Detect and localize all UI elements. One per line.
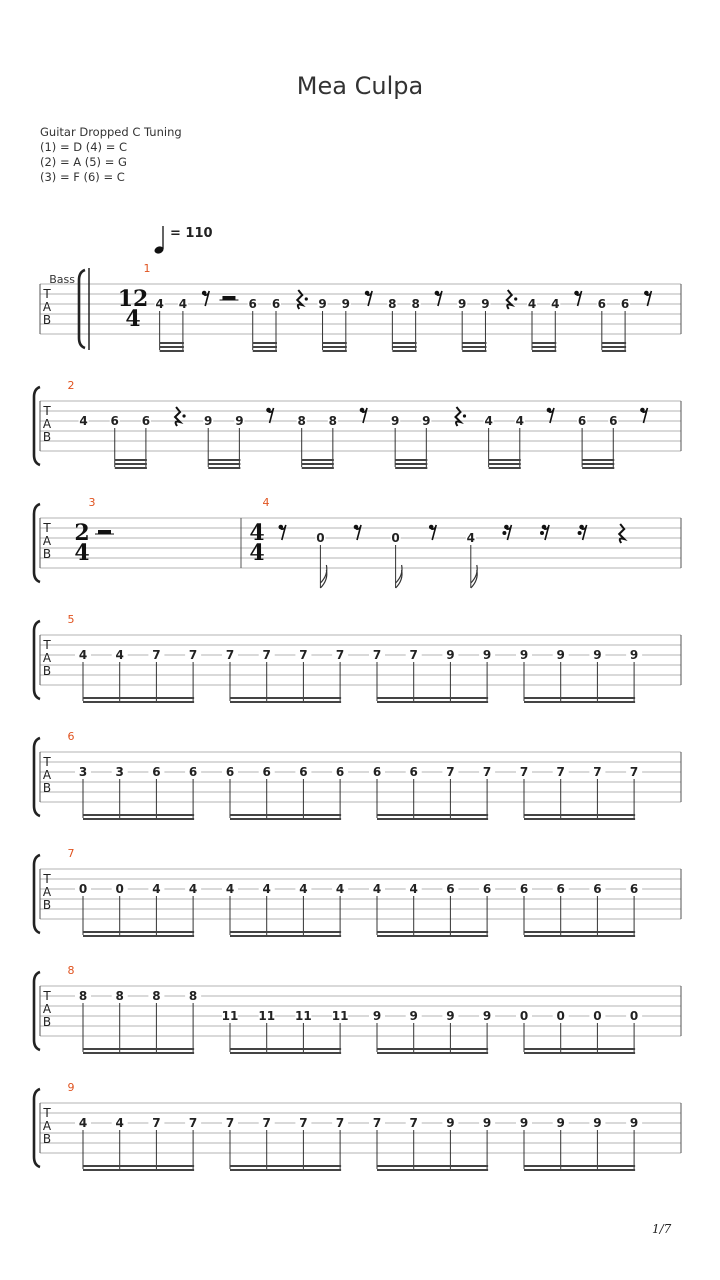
note-beam bbox=[582, 467, 614, 469]
fret-number: 9 bbox=[519, 1116, 529, 1130]
note-beam bbox=[160, 342, 184, 344]
fret-number: 4 bbox=[188, 882, 198, 896]
note-beam bbox=[302, 467, 334, 469]
fret-number: 6 bbox=[225, 765, 235, 779]
note-beam bbox=[83, 1048, 194, 1050]
fret-number: 0 bbox=[115, 882, 124, 896]
fret-number: 7 bbox=[262, 648, 271, 662]
tab-clef-letter: T bbox=[43, 287, 51, 301]
fret-number: 4 bbox=[152, 882, 161, 896]
fret-number: 6 bbox=[188, 765, 198, 779]
fret-number: 9 bbox=[446, 1009, 455, 1023]
fret-number: 9 bbox=[481, 297, 490, 311]
fret-number: 7 bbox=[556, 765, 565, 779]
fret-number: 6 bbox=[519, 882, 529, 896]
fret-number: 7 bbox=[299, 1116, 308, 1130]
note-beam bbox=[115, 459, 147, 461]
note-beam bbox=[602, 346, 626, 348]
note-beam bbox=[230, 701, 341, 703]
fret-number: 0 bbox=[316, 531, 325, 545]
system-bracket bbox=[34, 738, 40, 816]
rest-stroke bbox=[619, 524, 624, 543]
fret-number: 4 bbox=[178, 297, 188, 311]
fret-number: 8 bbox=[328, 414, 338, 428]
rest-dot bbox=[305, 297, 308, 300]
instrument-label: Bass bbox=[49, 273, 75, 286]
note-beam bbox=[582, 463, 614, 465]
note-beam bbox=[115, 467, 147, 469]
fret-number: 7 bbox=[593, 765, 602, 779]
note-beam bbox=[524, 1052, 635, 1054]
rest-stroke bbox=[297, 290, 302, 309]
tab-clef-letter: B bbox=[42, 547, 52, 561]
measure-number: 2 bbox=[67, 379, 75, 392]
fret-number: 7 bbox=[299, 648, 308, 662]
fret-number: 9 bbox=[556, 1116, 565, 1130]
page-title: Mea Culpa bbox=[296, 72, 424, 100]
fret-number: 8 bbox=[411, 297, 420, 311]
tuning-line: (3) = F (6) = C bbox=[40, 170, 125, 184]
note-beam bbox=[489, 467, 521, 469]
fret-number: 7 bbox=[188, 648, 198, 662]
note-beam bbox=[115, 463, 147, 465]
system-bracket bbox=[34, 972, 40, 1050]
fret-number: 4 bbox=[262, 882, 271, 896]
fret-number: 11 bbox=[331, 1009, 349, 1023]
fret-number: 9 bbox=[593, 648, 602, 662]
note-beam bbox=[524, 931, 635, 933]
rest-dot bbox=[540, 531, 544, 535]
fret-number: 6 bbox=[299, 765, 308, 779]
note-beam bbox=[230, 1165, 341, 1167]
fret-number: 6 bbox=[609, 414, 618, 428]
note-beam bbox=[377, 818, 488, 820]
fret-number: 6 bbox=[110, 414, 119, 428]
fret-number: 4 bbox=[115, 1116, 124, 1130]
time-signature-bottom: 4 bbox=[74, 540, 90, 566]
note-beam bbox=[524, 697, 635, 699]
fret-number: 6 bbox=[141, 414, 151, 428]
note-beam bbox=[230, 1048, 341, 1050]
note-beam bbox=[524, 935, 635, 937]
fret-number: 9 bbox=[372, 1009, 382, 1023]
note-beam bbox=[462, 346, 486, 348]
fret-number: 4 bbox=[484, 414, 493, 428]
fret-number: 8 bbox=[78, 989, 88, 1003]
note-beam bbox=[377, 935, 488, 937]
note-beam bbox=[395, 459, 427, 461]
tab-clef-letter: B bbox=[42, 781, 52, 795]
note-beam bbox=[377, 814, 488, 816]
note-beam bbox=[392, 342, 416, 344]
note-beam bbox=[524, 701, 635, 703]
tab-clef-letter: B bbox=[42, 1132, 52, 1146]
fret-number: 9 bbox=[235, 414, 244, 428]
system-bracket bbox=[34, 621, 40, 699]
tab-clef-letter: A bbox=[42, 768, 52, 782]
fret-number: 6 bbox=[597, 297, 606, 311]
fret-number: 6 bbox=[152, 765, 161, 779]
fret-number: 7 bbox=[519, 765, 529, 779]
fret-number: 8 bbox=[297, 414, 306, 428]
note-beam bbox=[83, 1052, 194, 1054]
fret-number: 4 bbox=[551, 297, 560, 311]
note-beam bbox=[230, 935, 341, 937]
measure-number: 9 bbox=[67, 1081, 75, 1094]
rest-rq bbox=[619, 524, 624, 543]
fret-number: 4 bbox=[155, 297, 164, 311]
note-beam bbox=[83, 814, 194, 816]
note-beam bbox=[377, 931, 488, 933]
fret-number: 7 bbox=[629, 765, 639, 779]
tab-clef-letter: B bbox=[42, 313, 52, 327]
note-beam bbox=[489, 459, 521, 461]
rest-rqd bbox=[455, 407, 466, 426]
note-beam bbox=[83, 701, 194, 703]
fret-number: 6 bbox=[271, 297, 281, 311]
fret-number: 9 bbox=[482, 1009, 492, 1023]
measure-number: 7 bbox=[67, 847, 75, 860]
fret-number: 7 bbox=[409, 1116, 418, 1130]
tab-clef-letter: A bbox=[42, 1002, 52, 1016]
fret-number: 9 bbox=[409, 1009, 418, 1023]
tab-clef-letter: T bbox=[43, 1106, 51, 1120]
rest-stroke bbox=[507, 290, 512, 309]
fret-number: 9 bbox=[318, 297, 327, 311]
fret-number: 11 bbox=[221, 1009, 239, 1023]
tab-clef-letter: A bbox=[42, 300, 52, 314]
note-beam bbox=[392, 346, 416, 348]
note-beam bbox=[302, 463, 334, 465]
note-beam bbox=[160, 350, 184, 352]
fret-number: 6 bbox=[556, 882, 565, 896]
fret-number: 0 bbox=[629, 1009, 639, 1023]
rest-block bbox=[222, 296, 235, 300]
tab-clef-letter: B bbox=[42, 898, 52, 912]
note-beam bbox=[253, 350, 277, 352]
note-beam bbox=[377, 1165, 488, 1167]
fret-number: 4 bbox=[372, 882, 382, 896]
note-beam bbox=[160, 346, 184, 348]
note-beam bbox=[462, 342, 486, 344]
rest-dot bbox=[463, 414, 466, 417]
time-signature-bottom: 4 bbox=[249, 540, 265, 566]
measure-number: 8 bbox=[67, 964, 75, 977]
time-signature-top: 4 bbox=[249, 520, 265, 546]
fret-number: 8 bbox=[188, 989, 198, 1003]
note-beam bbox=[253, 346, 277, 348]
system-bracket bbox=[34, 504, 40, 582]
tab-clef-letter: A bbox=[42, 417, 52, 431]
fret-number: 9 bbox=[446, 648, 455, 662]
system-bracket bbox=[34, 855, 40, 933]
tab-clef-letter: A bbox=[42, 885, 52, 899]
fret-number: 4 bbox=[466, 531, 475, 545]
fret-number: 6 bbox=[577, 414, 587, 428]
rest-dot bbox=[502, 531, 506, 535]
fret-number: 4 bbox=[299, 882, 308, 896]
fret-number: 9 bbox=[629, 1116, 639, 1130]
fret-number: 0 bbox=[391, 531, 400, 545]
fret-number: 9 bbox=[446, 1116, 455, 1130]
fret-number: 4 bbox=[335, 882, 345, 896]
fret-number: 7 bbox=[152, 1116, 161, 1130]
tuning-line: (1) = D (4) = C bbox=[40, 140, 128, 154]
measure-number: 6 bbox=[67, 730, 75, 743]
fret-number: 11 bbox=[295, 1009, 312, 1023]
fret-number: 4 bbox=[78, 648, 88, 662]
fret-number: 7 bbox=[409, 648, 418, 662]
tab-clef-letter: T bbox=[43, 638, 51, 652]
tab-clef-letter: T bbox=[43, 521, 51, 535]
tab-clef-letter: B bbox=[42, 1015, 52, 1029]
tab-clef-letter: T bbox=[43, 404, 51, 418]
time-signature-bottom: 4 bbox=[125, 306, 141, 332]
tab-clef-letter: T bbox=[43, 755, 51, 769]
fret-number: 4 bbox=[78, 1116, 88, 1130]
fret-number: 6 bbox=[335, 765, 345, 779]
fret-number: 9 bbox=[482, 1116, 492, 1130]
tab-clef-letter: B bbox=[42, 430, 52, 444]
fret-number: 9 bbox=[556, 648, 565, 662]
note-beam bbox=[532, 346, 556, 348]
fret-number: 9 bbox=[204, 414, 213, 428]
fret-number: 8 bbox=[388, 297, 397, 311]
fret-number: 0 bbox=[556, 1009, 565, 1023]
rest-stroke bbox=[455, 407, 460, 426]
fret-number: 7 bbox=[225, 648, 235, 662]
note-beam bbox=[83, 697, 194, 699]
rest-rqd bbox=[297, 290, 308, 309]
fret-number: 7 bbox=[225, 1116, 235, 1130]
tab-clef-letter: B bbox=[42, 664, 52, 678]
note-beam bbox=[302, 459, 334, 461]
note-beam bbox=[395, 463, 427, 465]
tab-clef-letter: A bbox=[42, 1119, 52, 1133]
fret-number: 0 bbox=[78, 882, 88, 896]
fret-number: 9 bbox=[629, 648, 639, 662]
rest-rqd bbox=[175, 407, 186, 426]
time-signature-top: 12 bbox=[117, 286, 149, 312]
tab-clef-letter: T bbox=[43, 872, 51, 886]
system-bracket bbox=[79, 270, 85, 348]
note-beam bbox=[83, 1169, 194, 1171]
fret-number: 9 bbox=[519, 648, 529, 662]
note-beam bbox=[489, 463, 521, 465]
note-beam bbox=[323, 342, 347, 344]
note-beam bbox=[83, 931, 194, 933]
measure-number: 5 bbox=[67, 613, 75, 626]
fret-number: 7 bbox=[482, 765, 492, 779]
note-beam bbox=[602, 350, 626, 352]
note-beam bbox=[253, 342, 277, 344]
fret-number: 4 bbox=[409, 882, 418, 896]
tab-clef-letter: A bbox=[42, 651, 52, 665]
note-beam bbox=[377, 1048, 488, 1050]
note-beam bbox=[323, 350, 347, 352]
note-beam bbox=[532, 342, 556, 344]
note-beam bbox=[323, 346, 347, 348]
fret-number: 7 bbox=[446, 765, 455, 779]
measure-number: 4 bbox=[262, 496, 270, 509]
fret-number: 7 bbox=[188, 1116, 198, 1130]
fret-number: 6 bbox=[593, 882, 602, 896]
rest-dot bbox=[578, 531, 582, 535]
fret-number: 9 bbox=[390, 414, 400, 428]
time-signature-top: 2 bbox=[74, 520, 90, 546]
rest-rqd bbox=[507, 290, 518, 309]
rest-dot bbox=[514, 297, 517, 300]
note-beam bbox=[524, 1169, 635, 1171]
fret-number: 6 bbox=[482, 882, 492, 896]
note-beam bbox=[230, 818, 341, 820]
note-beam bbox=[532, 350, 556, 352]
note-beam bbox=[377, 701, 488, 703]
tuning-line: (2) = A (5) = G bbox=[40, 155, 127, 169]
system-bracket bbox=[34, 1089, 40, 1167]
note-beam bbox=[524, 818, 635, 820]
note-beam bbox=[230, 1169, 341, 1171]
note-beam bbox=[462, 350, 486, 352]
fret-number: 3 bbox=[115, 765, 124, 779]
fret-number: 4 bbox=[115, 648, 124, 662]
fret-number: 6 bbox=[248, 297, 257, 311]
fret-number: 7 bbox=[372, 1116, 382, 1130]
fret-number: 9 bbox=[341, 297, 350, 311]
fret-number: 7 bbox=[335, 648, 345, 662]
note-beam bbox=[392, 350, 416, 352]
fret-number: 3 bbox=[78, 765, 88, 779]
note-beam bbox=[230, 697, 341, 699]
note-beam bbox=[208, 467, 240, 469]
rest-block bbox=[98, 530, 111, 534]
note-beam bbox=[83, 935, 194, 937]
note-beam bbox=[230, 814, 341, 816]
note-beam bbox=[208, 463, 240, 465]
fret-number: 6 bbox=[629, 882, 639, 896]
fret-number: 6 bbox=[620, 297, 630, 311]
fret-number: 4 bbox=[79, 414, 88, 428]
fret-number: 0 bbox=[593, 1009, 602, 1023]
note-beam bbox=[377, 697, 488, 699]
page-number: 1/7 bbox=[652, 1222, 672, 1236]
tuning-name: Guitar Dropped C Tuning bbox=[40, 125, 182, 139]
fret-number: 4 bbox=[515, 414, 524, 428]
fret-number: 11 bbox=[258, 1009, 276, 1023]
tab-clef-letter: T bbox=[43, 989, 51, 1003]
fret-number: 7 bbox=[152, 648, 161, 662]
fret-number: 9 bbox=[422, 414, 431, 428]
fret-number: 7 bbox=[262, 1116, 271, 1130]
note-beam bbox=[83, 818, 194, 820]
note-beam bbox=[230, 1052, 341, 1054]
note-beam bbox=[208, 459, 240, 461]
rest-rh bbox=[95, 530, 114, 534]
tab-clef-letter: A bbox=[42, 534, 52, 548]
tempo-value: = 110 bbox=[170, 226, 213, 241]
fret-number: 8 bbox=[152, 989, 161, 1003]
fret-number: 4 bbox=[225, 882, 235, 896]
note-beam bbox=[377, 1052, 488, 1054]
rest-rh bbox=[219, 296, 238, 300]
fret-number: 7 bbox=[372, 648, 382, 662]
measure-number: 1 bbox=[143, 262, 151, 275]
note-beam bbox=[524, 1048, 635, 1050]
fret-number: 9 bbox=[458, 297, 467, 311]
fret-number: 6 bbox=[262, 765, 271, 779]
fret-number: 7 bbox=[335, 1116, 345, 1130]
note-beam bbox=[230, 931, 341, 933]
fret-number: 0 bbox=[519, 1009, 529, 1023]
note-beam bbox=[582, 459, 614, 461]
fret-number: 6 bbox=[446, 882, 455, 896]
note-beam bbox=[602, 342, 626, 344]
measure-number: 3 bbox=[88, 496, 96, 509]
fret-number: 9 bbox=[482, 648, 492, 662]
note-beam bbox=[524, 1165, 635, 1167]
rest-stroke bbox=[175, 407, 180, 426]
note-beam bbox=[524, 814, 635, 816]
note-beam bbox=[377, 1169, 488, 1171]
fret-number: 6 bbox=[409, 765, 418, 779]
fret-number: 6 bbox=[372, 765, 382, 779]
note-beam bbox=[83, 1165, 194, 1167]
fret-number: 4 bbox=[527, 297, 537, 311]
note-beam bbox=[395, 467, 427, 469]
fret-number: 8 bbox=[115, 989, 124, 1003]
fret-number: 9 bbox=[593, 1116, 602, 1130]
rest-dot bbox=[182, 414, 185, 417]
system-bracket bbox=[34, 387, 40, 465]
